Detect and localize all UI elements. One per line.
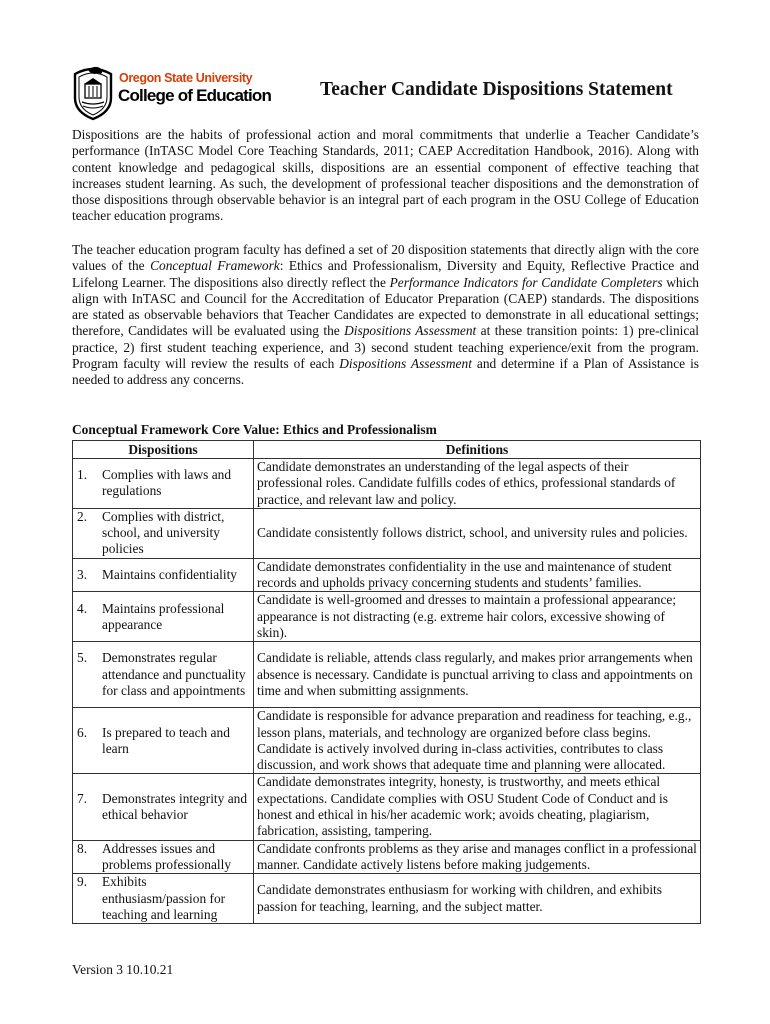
osu-logo (70, 62, 272, 122)
disposition-cell: 3. Maintains confidentiality (73, 558, 254, 592)
definitions-header: Definitions (254, 441, 701, 459)
disposition-cell: 9. Exhibits enthusiasm/passion for teaching and learning (73, 874, 254, 924)
version-footer: Version 3 10.10.21 (72, 962, 174, 977)
definition-cell: Candidate demonstrates an understanding of the legal aspects of their professional roles. Candidate fulfills codes of ethics, professional standards of practice, and relevant law and policy. (254, 459, 701, 509)
definition-cell: Candidate consistently follows district, school, and university rules and policies. (254, 508, 701, 558)
disposition-cell: 1. Complies with laws and regulations (73, 459, 254, 509)
table-row (73, 840, 701, 874)
page-title: Teacher Candidate Dispositions Statement (320, 79, 673, 100)
definition-cell: Candidate demonstrates enthusiasm for working with children, and exhibits passion for teaching, learning, and the subject matter. (254, 874, 701, 924)
disposition-cell: 8. Addresses issues and problems professionally (73, 840, 254, 874)
definition-cell: Candidate is responsible for advance preparation and readiness for teaching, e.g., lesson plans, materials, and technology are organized before class begins. Candidate is actively involved during in-class activities, contributes to class discussion, and work shows that adequate time and planning were allocated. (254, 708, 701, 774)
framework-paragraph: The teacher education program faculty has defined a set of 20 disposition statements that directly align with the core values of the Conceptual Framework: Ethics and Professionalism, Diversity and Equity, Reflective Practice and Lifelong Learner. The dispositions also directly reflect the Performance Indicators for Candidate Completers which align with InTASC and Council for the Accreditation of Educator Preparation (CAEP) standards. The dispositions are stated as observable behaviors that Teacher Candidates are expected to demonstrate in all educational settings; therefore, Candidates will be evaluated using the Dispositions Assessment at these transition points: 1) pre-clinical practice, 2) first student teaching experience, and 3) second student teaching experience/exit from the program. Program faculty will review the results of each Dispositions Assessment and determine if a Plan of Assistance is needed to address any concerns. (72, 242, 700, 388)
section-title: Conceptual Framework Core Value: Ethics and Professionalism (72, 422, 437, 437)
definition-cell: Candidate demonstrates integrity, honesty, is trustworthy, and meets ethical expectations. Candidate complies with OSU Student Code of Conduct and is honest and ethical in his/her academic work; avoids cheating, plagiarism, fabrication, assisting, tampering. (254, 774, 701, 840)
dispositions-header: Dispositions (73, 441, 254, 459)
dispositions-table (72, 440, 701, 924)
disposition-cell: 4. Maintains professional appearance (73, 592, 254, 642)
table-row (73, 874, 701, 924)
definition-cell: Candidate is well-groomed and dresses to maintain a professional appearance; appearance is not distracting (e.g. extreme hair colors, excessive showing of skin). (254, 592, 701, 642)
definition-cell: Candidate is reliable, attends class regularly, and makes prior arrangements when absence is necessary. Candidate is punctual arriving to class and appointments on time and when submitting assignments. (254, 642, 701, 708)
definition-cell: Candidate demonstrates confidentiality in the use and maintenance of student records and upholds privacy concerning students and students’ families. (254, 558, 701, 592)
disposition-cell: 2. Complies with district, school, and university policies (73, 508, 254, 558)
college-name: College of Education (118, 86, 272, 105)
definition-cell: Candidate confronts problems as they arise and manages conflict in a professional manner. Candidate actively listens before making judgements. (254, 840, 701, 874)
table-row (73, 642, 701, 708)
table-row (73, 459, 701, 509)
disposition-cell: 6. Is prepared to teach and learn (73, 708, 254, 774)
university-name: Oregon State University (119, 71, 253, 85)
osu-seal-icon (70, 62, 116, 122)
intro-paragraph: Dispositions are the habits of professional action and moral commitments that underlie a Teacher Candidate’s performance (InTASC Model Core Teaching Standards, 2011; CAEP Accreditation Handbook, 2016). Along with content knowledge and pedagogical skills, dispositions are an essential component of effective teaching that increases student learning. As such, the development of professional teacher dispositions and the demonstration of those dispositions through observable behavior is an integral part of each program in the OSU College of Education teacher education programs. (72, 127, 699, 224)
table-row (73, 558, 701, 592)
table-row (73, 708, 701, 774)
table-row (73, 508, 701, 558)
table-header-row (73, 441, 701, 459)
disposition-cell: 7. Demonstrates integrity and ethical behavior (73, 774, 254, 840)
disposition-cell: 5. Demonstrates regular attendance and punctuality for class and appointments (73, 642, 254, 708)
table-row (73, 592, 701, 642)
table-row (73, 774, 701, 840)
